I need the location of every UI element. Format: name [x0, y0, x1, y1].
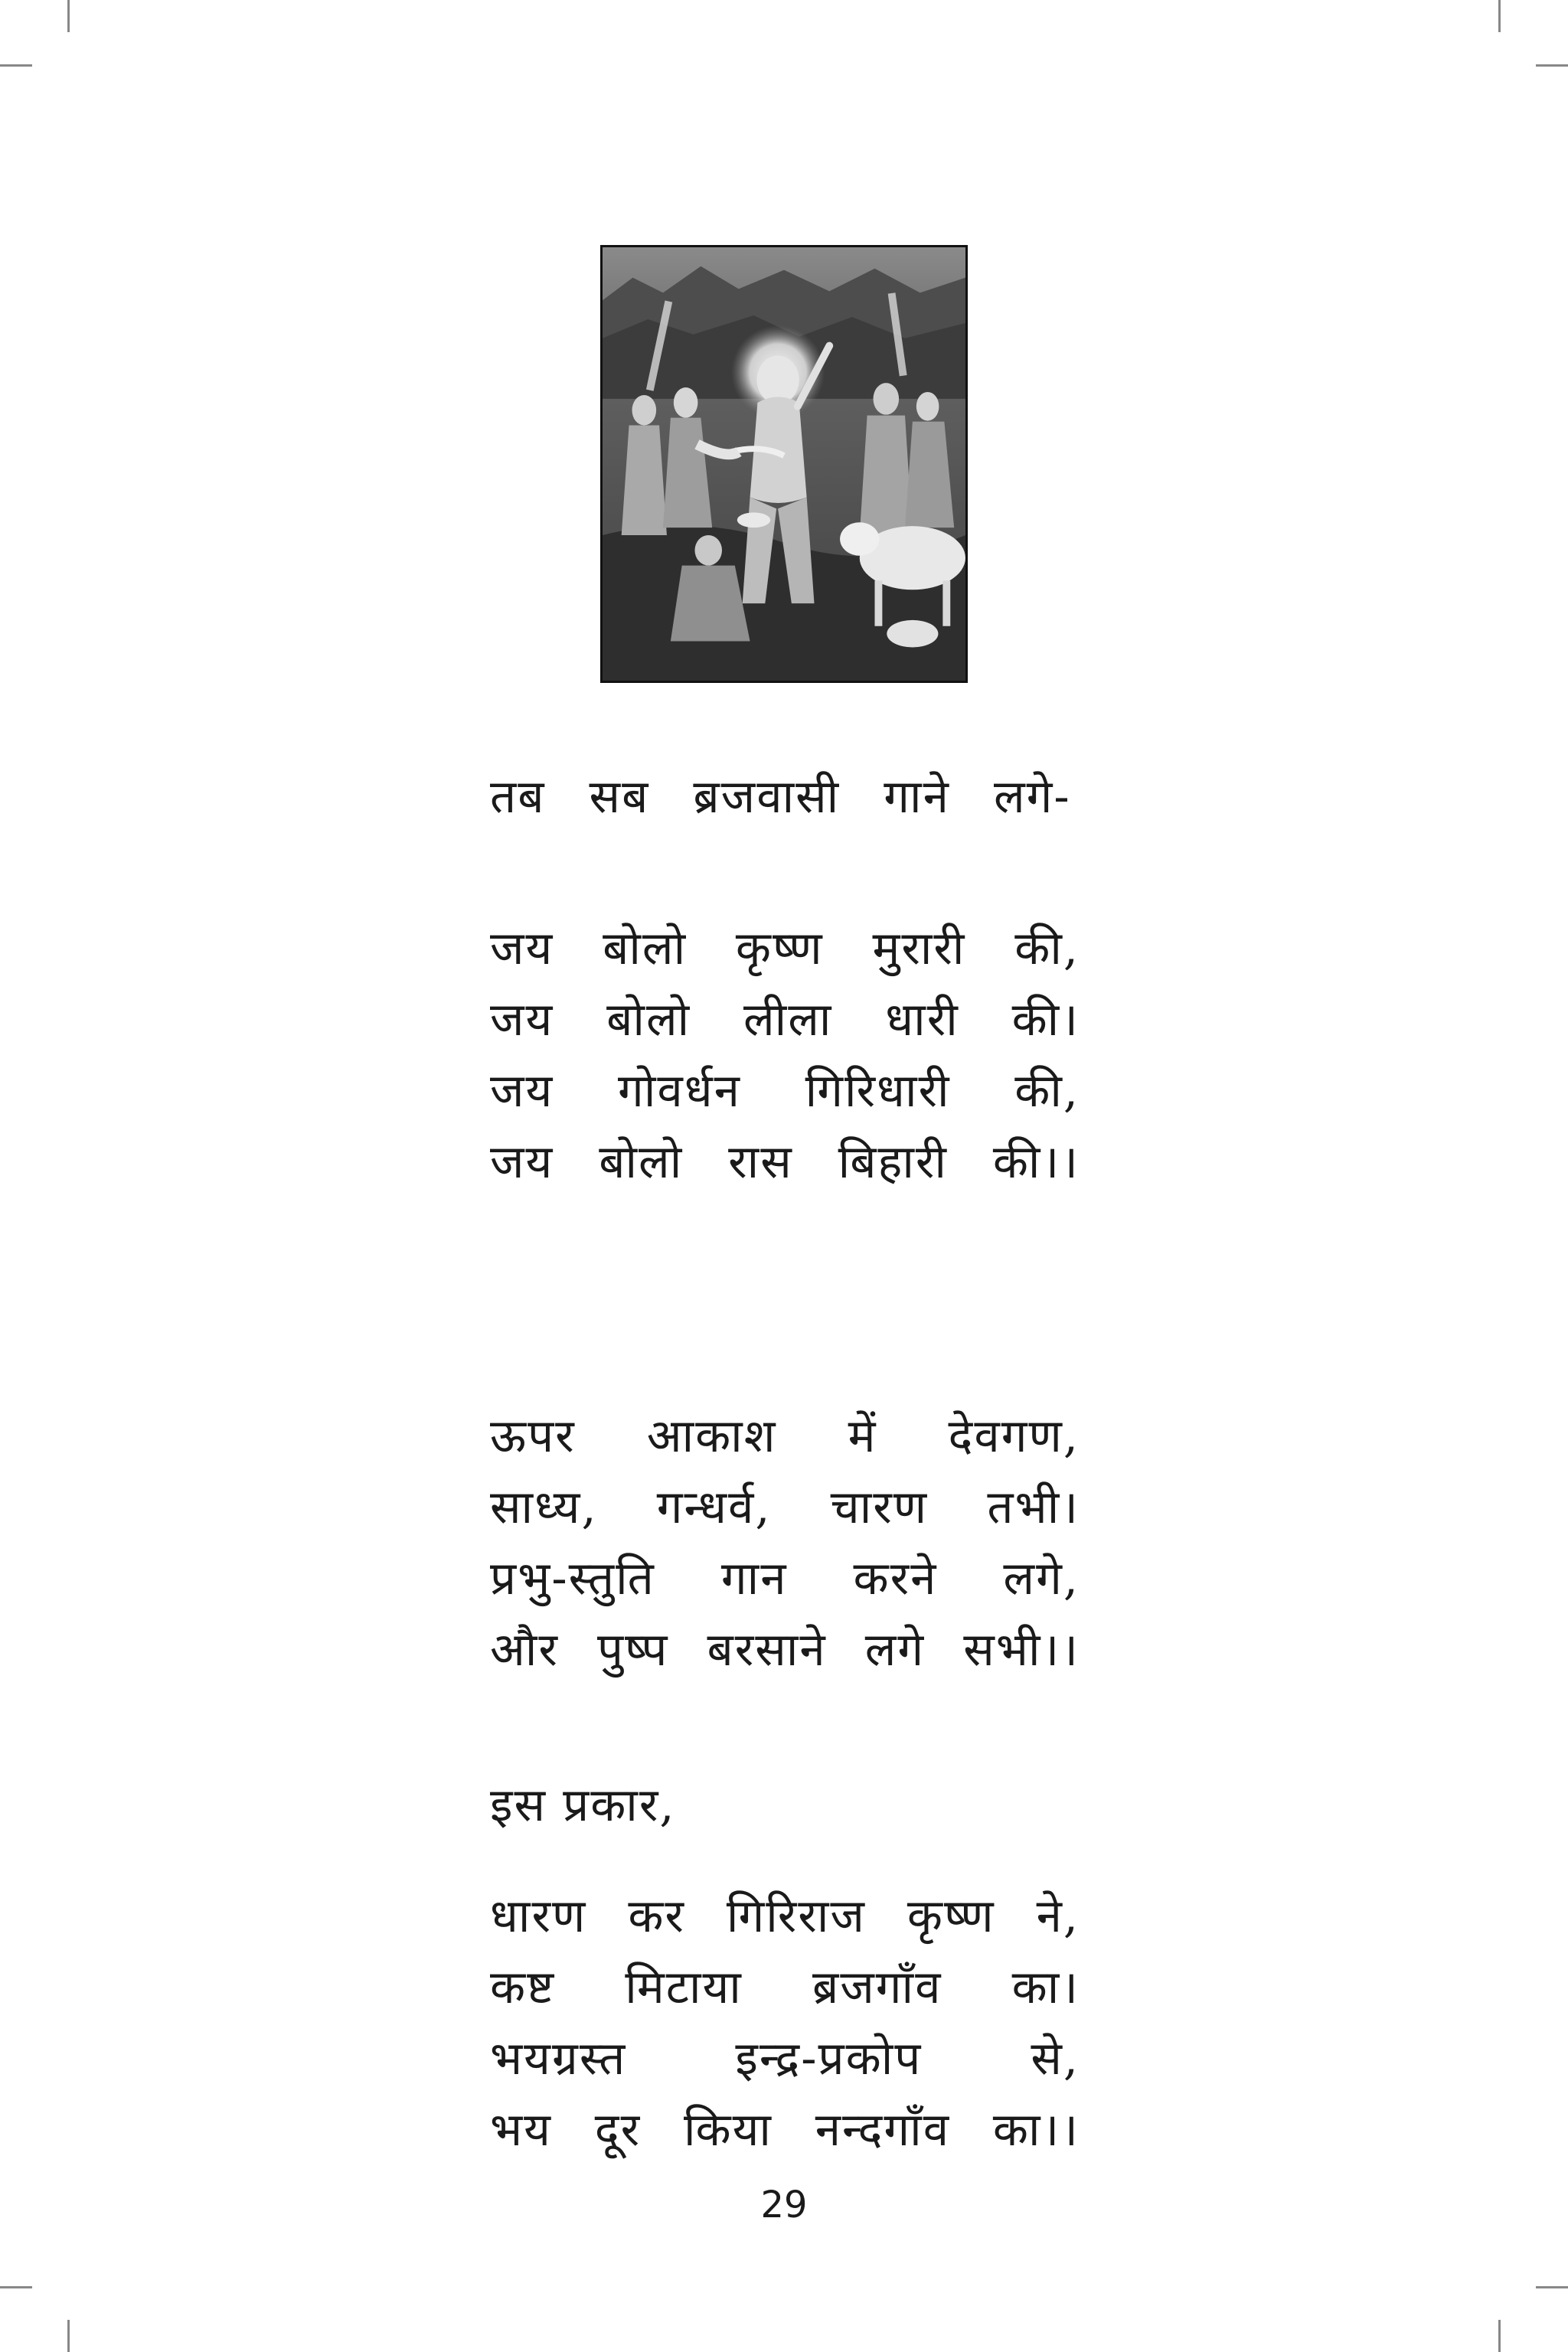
word: दूर — [594, 2103, 642, 2157]
stanza-2 — [490, 1401, 1080, 1686]
stanza-2-line-1 — [490, 1401, 1080, 1472]
word: लगे, — [1003, 1552, 1080, 1606]
stanza-3-line-2 — [490, 1952, 1080, 2024]
word: जय — [490, 1135, 554, 1189]
word: कृष्ण — [906, 1890, 995, 1943]
stanza-3-line-1 — [490, 1881, 1080, 1952]
word: कृष्ण — [735, 922, 824, 975]
page-number: 29 — [760, 2184, 808, 2226]
word: बोलो — [599, 1135, 684, 1189]
word: गिरिधारी — [805, 1064, 951, 1118]
word: जय — [490, 1064, 554, 1118]
word: ब्रजगाँव — [812, 1961, 942, 2014]
stanza-2-line-3 — [490, 1544, 1080, 1615]
stanza-1-line-2 — [490, 985, 1080, 1056]
crop-mark-bottom-left-v — [67, 2320, 70, 2352]
word: सभी।। — [963, 1623, 1080, 1677]
word: करने — [853, 1552, 938, 1606]
word: ऊपर — [490, 1410, 576, 1463]
crop-mark-top-left-v — [67, 0, 70, 32]
word: गन्धर्व, — [656, 1481, 772, 1534]
word: की, — [1014, 922, 1080, 975]
word: भय — [490, 2103, 552, 2157]
word: का।। — [992, 2103, 1080, 2157]
word: कष्ट — [490, 1961, 556, 2014]
word: लीला — [743, 993, 833, 1047]
word: रास — [728, 1135, 793, 1189]
word: बोलो — [606, 993, 691, 1047]
word: गोवर्धन — [618, 1064, 741, 1118]
stanza-1 — [490, 913, 1080, 1198]
word: किया — [683, 2103, 773, 2157]
crop-mark-top-left-h — [0, 64, 32, 67]
word: प्रभु-स्तुति — [490, 1552, 655, 1606]
word: में — [848, 1410, 877, 1463]
word: बिहारी — [838, 1135, 948, 1189]
crop-mark-top-right-h — [1536, 64, 1568, 67]
poem-text-block — [490, 762, 1080, 2166]
illustration-artwork — [603, 247, 965, 681]
stanza-1-line-3 — [490, 1056, 1080, 1127]
stanza-2-line-2 — [490, 1472, 1080, 1544]
word: बरसाने — [707, 1623, 827, 1677]
word: गान — [720, 1552, 788, 1606]
stanza-3 — [490, 1881, 1080, 2166]
word: भयग्रस्त — [490, 2032, 627, 2086]
word: की। — [1011, 993, 1080, 1047]
crop-mark-bottom-left-h — [0, 2286, 32, 2288]
intro-line: तब सब ब्रजवासी गाने लगे- — [490, 770, 1071, 824]
word: जय — [490, 993, 554, 1047]
word: आकाश — [646, 1410, 777, 1463]
crop-mark-bottom-right-h — [1536, 2286, 1568, 2288]
stanza-3-line-3 — [490, 2024, 1080, 2095]
word: मिटाया — [625, 1961, 743, 2014]
stanza-3-line-4 — [490, 2095, 1080, 2166]
stanza-1-line-4 — [490, 1127, 1080, 1198]
word: और — [490, 1623, 559, 1677]
word: कर — [628, 1890, 685, 1943]
stanza-1-line-1 — [490, 913, 1080, 985]
word: इन्द्र-प्रकोप — [735, 2032, 923, 2086]
crop-mark-top-right-v — [1498, 0, 1501, 32]
word: ने, — [1036, 1890, 1080, 1943]
word: धारी — [885, 993, 959, 1047]
word: लगे — [864, 1623, 926, 1677]
stanza-2-line-4 — [490, 1615, 1080, 1686]
word: पुष्प — [596, 1623, 669, 1677]
transition-line: इस प्रकार, — [490, 1779, 676, 1832]
word: बोलो — [603, 922, 688, 975]
word: धारण — [490, 1890, 587, 1943]
word: गिरिराज — [726, 1890, 866, 1943]
word: की, — [1014, 1064, 1080, 1118]
word: साध्य, — [490, 1481, 598, 1534]
word: का। — [1011, 1961, 1080, 2014]
crop-mark-bottom-right-v — [1498, 2320, 1501, 2352]
word: से, — [1031, 2032, 1080, 2086]
krishna-govardhan-illustration — [600, 245, 968, 683]
word: की।। — [992, 1135, 1080, 1189]
word: मुरारी — [872, 922, 966, 975]
word: तभी। — [987, 1481, 1080, 1534]
word: देवगण, — [948, 1410, 1080, 1463]
word: चारण — [830, 1481, 929, 1534]
word: जय — [490, 922, 554, 975]
word: नन्दगाँव — [815, 2103, 951, 2157]
